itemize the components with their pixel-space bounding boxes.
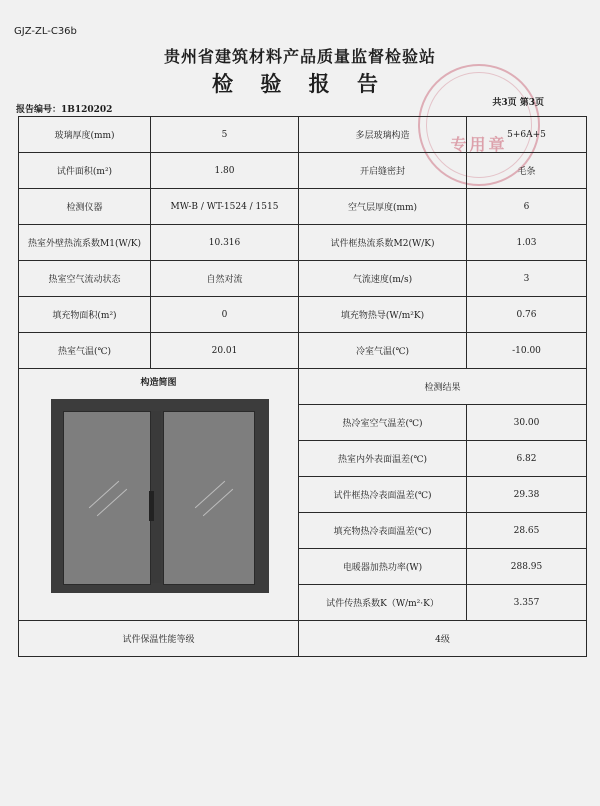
table-row <box>19 189 587 225</box>
organization-name: 贵州省建筑材料产品质量监督检验站 <box>163 47 436 66</box>
grade-label: 试件保温性能等级 <box>19 621 299 657</box>
param-value: 5 <box>151 117 299 153</box>
param-label: 多层玻璃构造 <box>299 117 467 153</box>
result-label: 试件传热系数K（W/m²·K） <box>299 585 467 621</box>
param-value: 10.316 <box>151 225 299 261</box>
param-label: 填充物热导(W/m²K) <box>299 297 467 333</box>
param-label: 检测仪器 <box>19 189 151 225</box>
window-handle <box>149 491 154 521</box>
stamp-text: 专用章 <box>450 135 508 154</box>
param-label: 开启缝密封 <box>299 153 467 189</box>
grade-value: 4级 <box>299 621 587 657</box>
glass-reflection <box>89 481 119 509</box>
table-row <box>19 621 587 657</box>
param-label: 热室空气流动状态 <box>19 261 151 297</box>
test-parameters-table <box>18 116 587 657</box>
document-code: GJZ-ZL-C36b <box>14 26 77 37</box>
param-label: 试件框热流系数M2(W/K) <box>299 225 467 261</box>
table-row <box>19 261 587 297</box>
param-value: -10.00 <box>467 333 587 369</box>
param-value: 3 <box>467 261 587 297</box>
param-label: 试件面积(m²) <box>19 153 151 189</box>
result-value: 28.65 <box>467 513 587 549</box>
param-label: 玻璃厚度(mm) <box>19 117 151 153</box>
result-label: 热室内外表面温差(℃) <box>299 441 467 477</box>
glass-reflection <box>203 489 233 517</box>
table-row <box>19 333 587 369</box>
param-label: 空气层厚度(mm) <box>299 189 467 225</box>
page-number: 共3页 第3页 <box>492 98 544 108</box>
table-row <box>19 297 587 333</box>
window-diagram <box>51 399 269 593</box>
param-value: 自然对流 <box>151 261 299 297</box>
table-row <box>19 225 587 261</box>
glass-reflection <box>195 481 225 509</box>
result-label: 热冷室空气温差(℃) <box>299 405 467 441</box>
result-label: 电暖器加热功率(W) <box>299 549 467 585</box>
param-value: 1.80 <box>151 153 299 189</box>
param-value: 6 <box>467 189 587 225</box>
report-title: 检 验 报 告 <box>212 71 388 96</box>
table-row <box>19 369 587 405</box>
result-value: 29.38 <box>467 477 587 513</box>
window-pane-left <box>63 411 151 585</box>
param-value: 5+6A+5 <box>467 117 587 153</box>
param-value: 1.03 <box>467 225 587 261</box>
param-value: MW-B / WT-1524 / 1515 <box>151 189 299 225</box>
table-row <box>19 153 587 189</box>
diagram-label: 构造简图 <box>140 378 177 388</box>
results-header: 检测结果 <box>299 369 587 405</box>
param-value: 毛条 <box>467 153 587 189</box>
param-value: 20.01 <box>151 333 299 369</box>
report-number: 报告编号：1B120202 <box>16 105 113 115</box>
glass-reflection <box>97 489 127 517</box>
result-label: 填充物热冷表面温差(℃) <box>299 513 467 549</box>
result-value: 6.82 <box>467 441 587 477</box>
window-pane-right <box>163 411 255 585</box>
param-label: 热室气温(℃) <box>19 333 151 369</box>
param-label: 气流速度(m/s) <box>299 261 467 297</box>
param-value: 0.76 <box>467 297 587 333</box>
result-label: 试件框热冷表面温差(℃) <box>299 477 467 513</box>
result-value: 3.357 <box>467 585 587 621</box>
param-label: 冷室气温(℃) <box>299 333 467 369</box>
result-value: 288.95 <box>467 549 587 585</box>
construction-diagram-cell <box>19 369 299 621</box>
param-value: 0 <box>151 297 299 333</box>
param-label: 填充物面积(m²) <box>19 297 151 333</box>
result-value: 30.00 <box>467 405 587 441</box>
param-label: 热室外壁热流系数M1(W/K) <box>19 225 151 261</box>
table-row <box>19 117 587 153</box>
